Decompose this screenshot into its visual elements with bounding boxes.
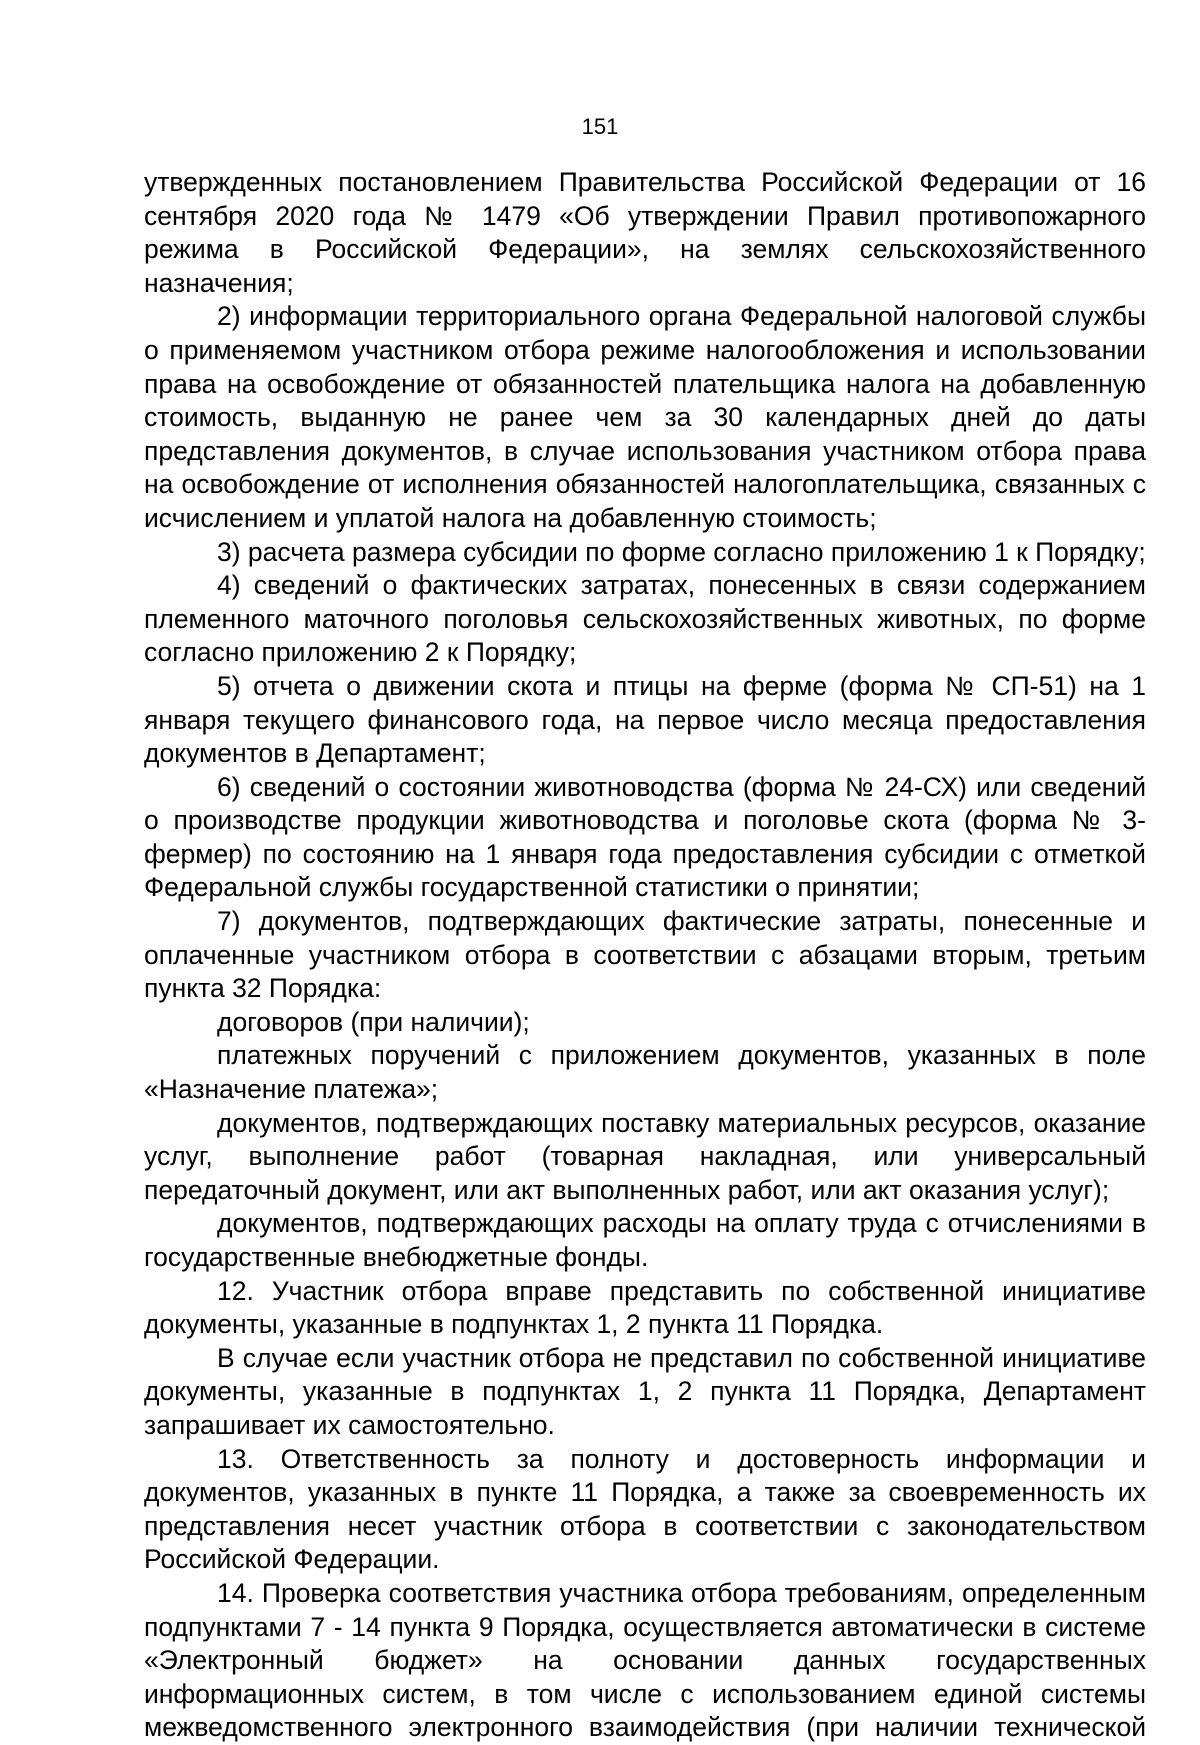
paragraph-fire-rules-continuation: утвержденных постановлением Правительства Российской Федерации от 16 сентября 2020 года № 1479 «Об утверждении Правил противопожарного режима в Российской Федерации», на землях сельскохозяйственного назначения; (144, 167, 1146, 298)
paragraph-contracts: договоров (при наличии); (217, 1006, 530, 1037)
paragraph-item-5-livestock-report: 5) отчета о движении скота и птицы на ферме (форма № СП-51) на 1 января текущего финансового года, на первое число месяца предоставления документов в Департамент; (144, 670, 1146, 769)
paragraph-clause-12-request: В случае если участник отбора не представил по собственной инициативе документы, указанные в подпунктах 1, 2 пункта 11 Порядка, Департамент запрашивает их самостоятельно. (144, 1342, 1146, 1440)
paragraph-supply-documents: документов, подтверждающих поставку материальных ресурсов, оказание услуг, выполнение работ (товарная накладная, или универсальный передаточный документ, или акт выполненных работ, или акт оказания услуг); (144, 1107, 1146, 1205)
paragraph-payment-orders: платежных поручений с приложением документов, указанных в поле «Назначение платежа»; (144, 1040, 1146, 1105)
paragraph-item-2-tax-info: 2) информации территориального органа Федеральной налоговой службы о применяемом участником отбора режиме налогообложения и использовании права на освобождение от обязанностей плательщика налога на добавленную стоимость, выданную не ранее чем за 30 календарных дней до даты представления документов, в случае использования участником отбора права на освобождение от исполнения обязанностей налогоплательщика, связанных с исчислением и уплатой налога на добавленную стоимость; (144, 301, 1146, 533)
paragraph-clause-13: 13. Ответственность за полноту и достоверность информации и документов, указанных в пункте 11 Порядка, а также за своевременность их представления несет участник отбора в соответствии с законодательством Российской Федерации. (144, 1443, 1146, 1575)
paragraph-item-6-livestock-state: 6) сведений о состоянии животноводства (форма № 24-СХ) или сведений о производстве продукции животноводства и поголовье скота (форма № 3-фермер) по состоянию на 1 января года предоставления субсидии с отметкой Федеральной службы государственной статистики о принятии; (144, 771, 1146, 903)
paragraph-labor-expenses: документов, подтверждающих расходы на оплату труда с отчислениями в государственные внебюджетные фонды. (144, 1208, 1146, 1272)
paragraph-clause-12: 12. Участник отбора вправе представить по собственной инициативе документы, указанные в подпунктах 1, 2 пункта 11 Порядка. (144, 1275, 1146, 1340)
paragraph-clause-14: 14. Проверка соответствия участника отбора требованиям, определенным подпунктами 7 - 14 пункта 9 Порядка, осуществляется автоматически в системе «Электронный бюджет» на основании данных государственных информационных систем, в том числе с использованием единой системы межведомственного электронного взаимодействия (при наличии технической (144, 1577, 1146, 1743)
document-body (144, 166, 1146, 1745)
paragraph-item-3-subsidy-calc: 3) расчета размера субсидии по форме согласно приложению 1 к Порядку; (217, 536, 1146, 567)
paragraph-item-4-cost-info: 4) сведений о фактических затратах, понесенных в связи содержанием племенного маточного поголовья сельскохозяйственных животных, по форме согласно приложению 2 к Порядку; (144, 570, 1146, 668)
paragraph-item-7-cost-documents: 7) документов, подтверждающих фактические затраты, понесенные и оплаченные участником отбора в соответствии с абзацами вторым, третьим пункта 32 Порядка: (144, 906, 1146, 1004)
page-number: 151 (581, 114, 619, 139)
